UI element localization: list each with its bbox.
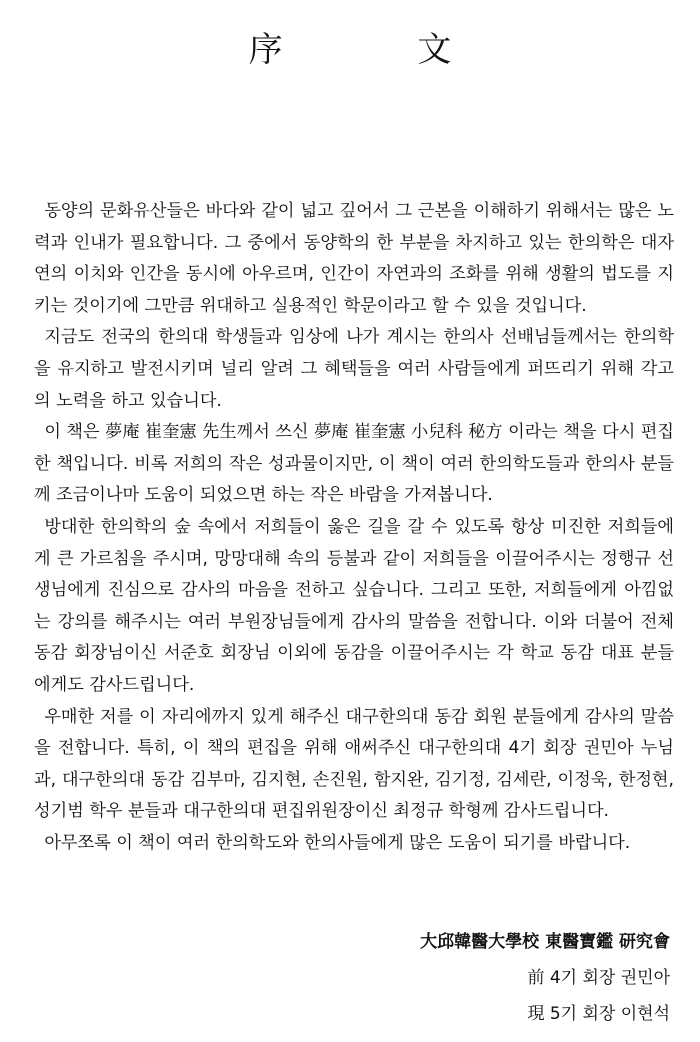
paragraph: 동양의 문화유산들은 바다와 같이 넓고 깊어서 그 근본을 이해하기 위해서는 많은 노력과 인내가 필요합니다. 그 중에서 동양학의 한 부분을 차지하고 있는 한의학은 대자연의 이치와 인간을 동시에 아우르며, 인간이 자연과의 조화를 위해 생활의 법도를 지키는 것이기에 그만큼 위대하고 실용적인 학문이라고 할 수 있을 것입니다. xyxy=(34,201,674,316)
current-president: 現 5기 회장 이현석 xyxy=(527,1004,670,1024)
paragraph: 방대한 한의학의 숲 속에서 저희들이 옳은 길을 갈 수 있도록 항상 미진한 저희들에게 큰 가르침을 주시며, 망망대해 속의 등불과 같이 저희들을 이끌어주시는 정행규 선생님에게 진심으로 감사의 마음을 전하고 싶습니다. 그리고 또한, 저희들에게 아낌없는 강의를 해주시는 여러 부원장님들에게 감사의 말씀을 전합니다. 이와 더불어 전체 동감 회장님이신 서준호 회장님 이외에 동감을 이끌어주시는 각 학교 동감 대표 분들에게도 감사드립니다. xyxy=(34,516,674,695)
paragraph: 이 책은 夢庵 崔奎憲 先生께서 쓰신 夢庵 崔奎憲 小兒科 秘方 이라는 책을 다시 편집한 책입니다. 비록 저희의 작은 성과물이지만, 이 책이 여러 한의학도들과 한의사 분들께 조금이나마 도움이 되었으면 하는 작은 바람을 가져봅니다. xyxy=(34,422,674,506)
paragraph: 지금도 전국의 한의대 학생들과 임상에 나가 계시는 한의사 선배님들께서는 한의학을 유지하고 발전시키며 널리 알려 그 혜택들을 여러 사람들에게 퍼뜨리기 위해 각고의 노력을 하고 있습니다. xyxy=(34,327,674,411)
preface-body xyxy=(34,196,674,859)
page-title: 序 文 xyxy=(248,30,514,70)
former-president: 前 4기 회장 권민아 xyxy=(527,968,670,988)
organization-name: 大邱韓醫大學校 東醫寶鑑 研究會 xyxy=(420,932,670,952)
paragraph: 아무쪼록 이 책이 여러 한의학도와 한의사들에게 많은 도움이 되기를 바랍니다. xyxy=(44,832,631,853)
signature-block xyxy=(420,924,670,1032)
paragraph: 우매한 저를 이 자리에까지 있게 해주신 대구한의대 동감 회원 분들에게 감사의 말씀을 전합니다. 특히, 이 책의 편집을 위해 애써주신 대구한의대 4기 회장 권민아 누님과, 대구한의대 동감 김부마, 김지현, 손진원, 함지완, 김기정, 김세란, 이정욱, 한정현, 성기범 학우 분들과 대구한의대 편집위원장이신 최정규 학형께 감사드립니다. xyxy=(34,706,674,822)
